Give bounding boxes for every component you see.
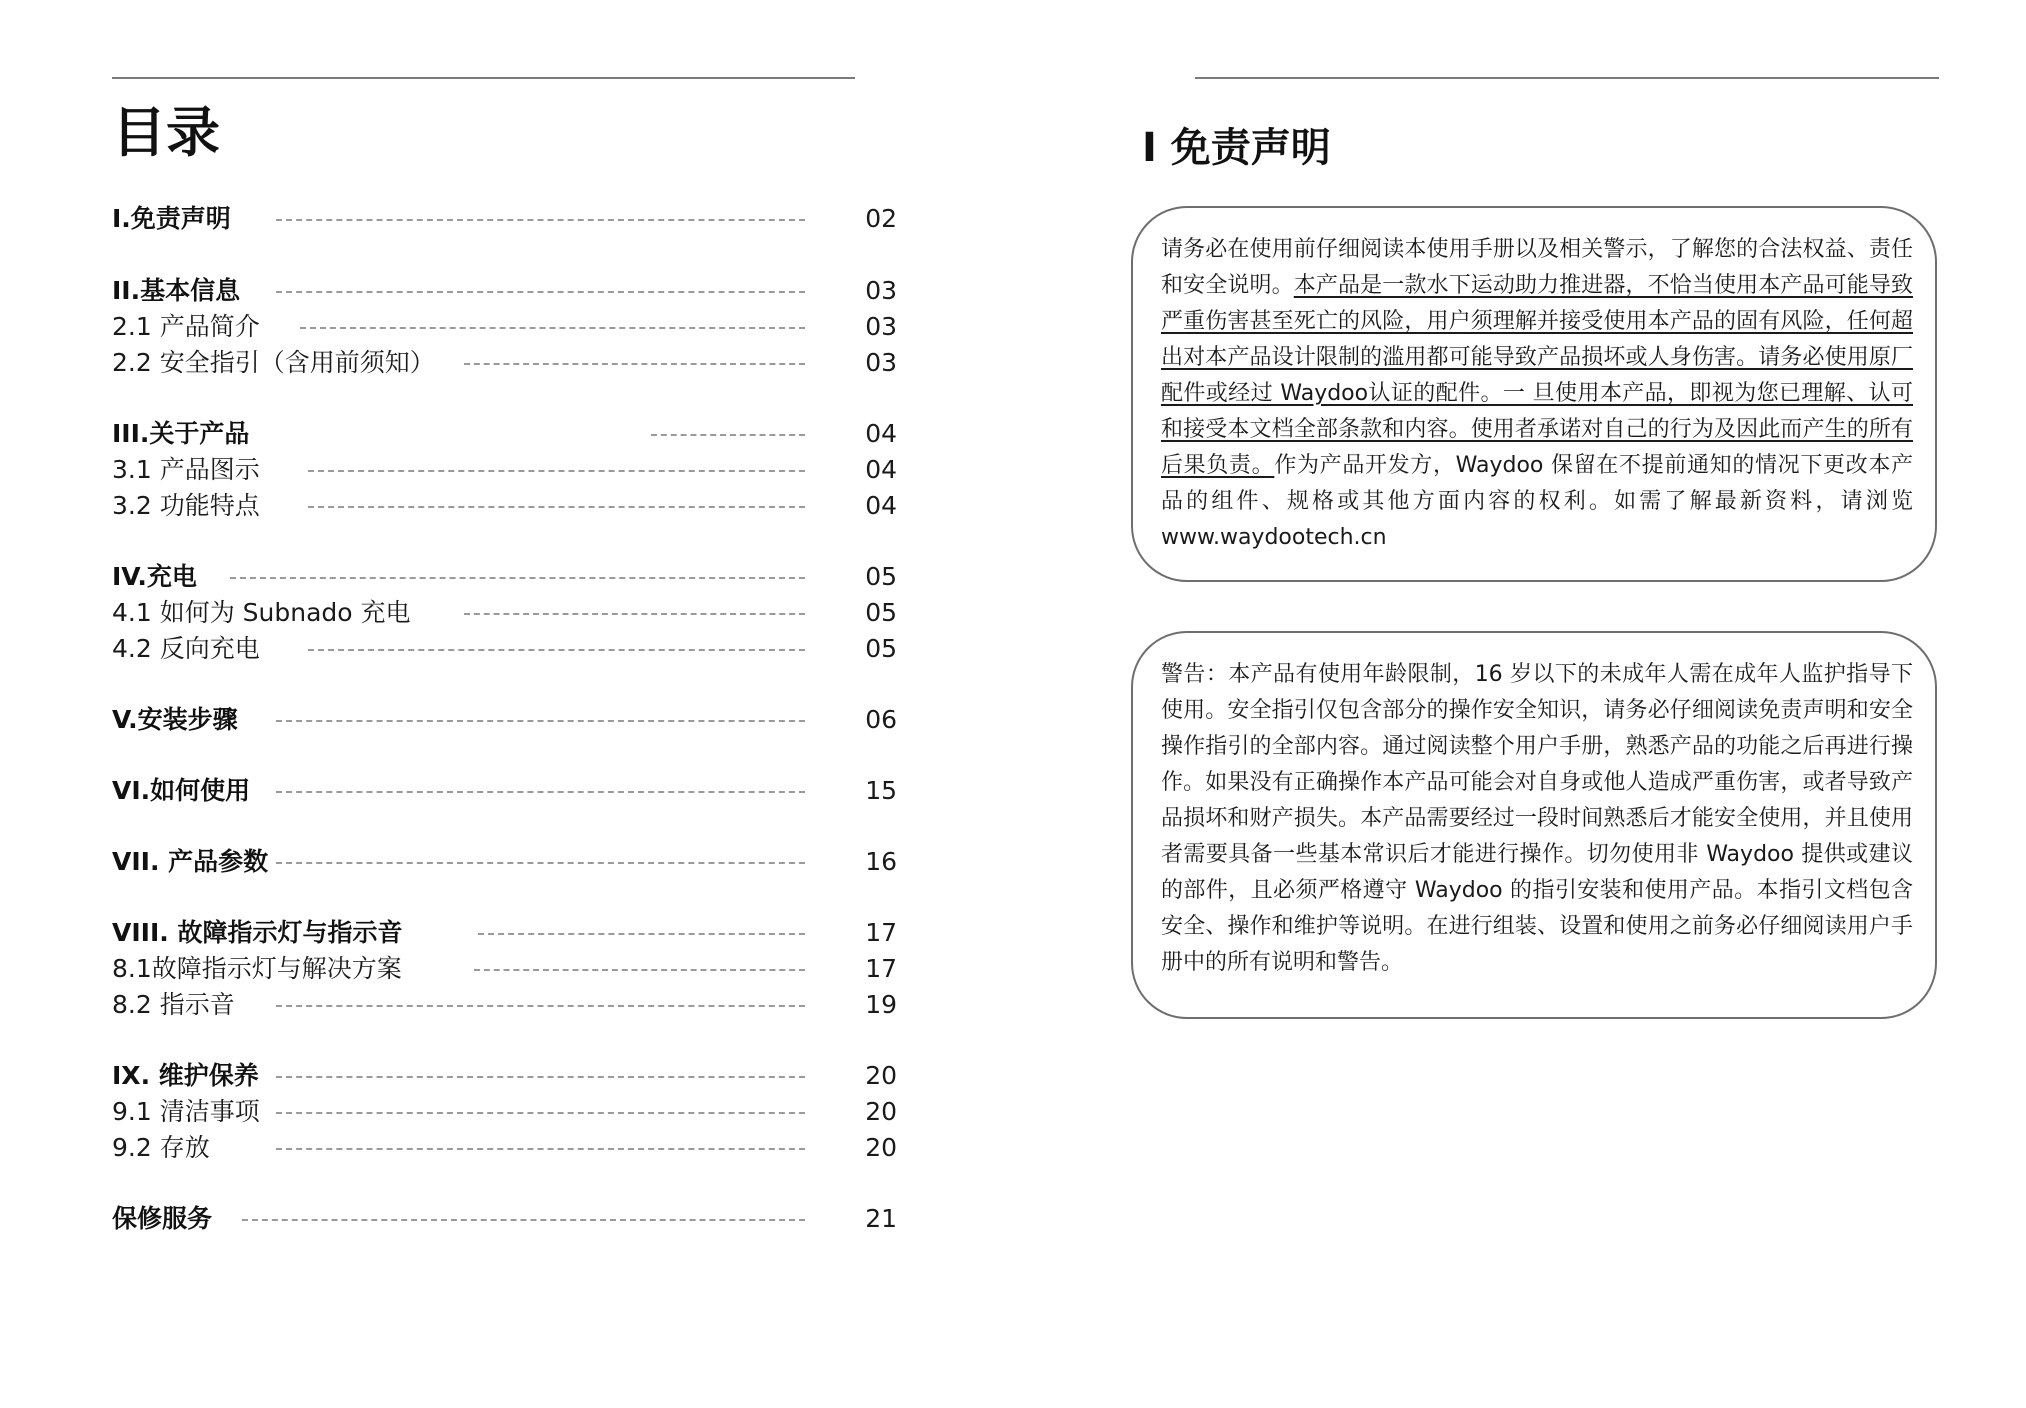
toc-dot-leader — [242, 1219, 805, 1221]
toc-entry[interactable] — [112, 773, 897, 809]
toc-entry[interactable] — [112, 452, 897, 488]
disclaimer-underlined-text: 本产品是一款水下运动助力推进器，不恰当使用本产品可能导致严重伤害甚至死亡的风险，用户须理解并接受使用本产品的固有风险，任何超出对本产品设计限制的滥用都可能导致产品损坏或人身伤害。请务必使用原厂配件或经过 Waydoo认证的配件。一 旦使用本产品，即视为您已理解、认可和接受本文档全部条款和内容。使用者承诺对自己的行为及因此而产生的所有后果负责。 — [1161, 273, 1913, 478]
toc-entry-page-number: 20 — [865, 1097, 897, 1126]
toc-entry-page-number: 17 — [865, 954, 897, 983]
toc-entry[interactable] — [112, 1094, 897, 1130]
toc-entry[interactable] — [112, 488, 897, 524]
toc-entry[interactable] — [112, 273, 897, 309]
toc-entry-page-number: 15 — [865, 776, 897, 805]
toc-entry-page-number: 21 — [865, 1204, 897, 1233]
disclaimer-closing-text: 作为产品开发方，Waydoo 保留在不提前通知的情况下更改本产品的组件、规格或其他方面内容的权利。如需了解最新资料，请浏览 www.waydootech.cn — [1161, 453, 1913, 550]
toc-entry-label: VII. 产品参数 — [112, 847, 269, 876]
top-rule-right — [1195, 77, 1939, 79]
toc-entry-label: 8.1故障指示灯与解决方案 — [112, 954, 402, 983]
toc-entry-page-number: 20 — [865, 1061, 897, 1090]
toc-dot-leader — [276, 720, 805, 722]
toc-entry-label: III.关于产品 — [112, 419, 250, 448]
toc-dot-leader — [276, 791, 805, 793]
toc-entry-page-number: 02 — [865, 204, 897, 233]
toc-entry[interactable] — [112, 1201, 897, 1237]
toc-entry[interactable] — [112, 345, 897, 381]
warning-box — [1131, 631, 1937, 1019]
toc-entry[interactable] — [112, 595, 897, 631]
toc-dot-leader — [308, 506, 805, 508]
toc-dot-leader — [276, 862, 805, 864]
toc-entry-label: 2.1 产品简介 — [112, 312, 260, 341]
toc-entry-label: 4.1 如何为 Subnado 充电 — [112, 598, 411, 627]
toc-entry[interactable] — [112, 631, 897, 667]
toc-dot-leader — [276, 291, 805, 293]
toc-entry-page-number: 05 — [865, 562, 897, 591]
toc-dot-leader — [276, 219, 805, 221]
toc-entry-page-number: 05 — [865, 598, 897, 627]
toc-entry[interactable] — [112, 951, 897, 987]
toc-entry-label: IX. 维护保养 — [112, 1061, 259, 1090]
toc-entry-label: VI.如何使用 — [112, 776, 251, 805]
toc-entry-label: 保修服务 — [112, 1204, 213, 1233]
toc-entry-page-number: 03 — [865, 276, 897, 305]
toc-dot-leader — [464, 363, 805, 365]
toc-entry-label: IV.充电 — [112, 562, 197, 591]
toc-entry-page-number: 16 — [865, 847, 897, 876]
toc-dot-leader — [308, 649, 805, 651]
toc-entry[interactable] — [112, 915, 897, 951]
toc-dot-leader — [474, 969, 805, 971]
toc-dot-leader — [308, 470, 805, 472]
toc-entry-page-number: 04 — [865, 419, 897, 448]
toc-entry-label: 3.2 功能特点 — [112, 491, 260, 520]
toc-entry-label: 8.2 指示音 — [112, 990, 235, 1019]
toc-entry[interactable] — [112, 844, 897, 880]
toc-entry[interactable] — [112, 201, 897, 237]
disclaimer-intro-text: 请务必在使用前仔细阅读本使用手册以及相关警示，了解您的合法权益、责任和安全说明。 — [1161, 237, 1913, 298]
disclaimer-title: I 免责声明 — [1142, 125, 1331, 171]
toc-entry-label: VIII. 故障指示灯与指示音 — [112, 918, 403, 947]
toc-title: 目录 — [112, 101, 220, 164]
toc-dot-leader — [464, 613, 805, 615]
toc-entry-page-number: 04 — [865, 455, 897, 484]
toc-entry-label: 4.2 反向充电 — [112, 634, 260, 663]
table-of-contents — [112, 0, 897, 1300]
disclaimer-paragraph — [1161, 232, 1913, 556]
toc-dot-leader — [230, 577, 805, 579]
toc-entry[interactable] — [112, 559, 897, 595]
toc-entry-label: V.安装步骤 — [112, 705, 238, 734]
toc-entry-page-number: 06 — [865, 705, 897, 734]
toc-entry-label: 9.2 存放 — [112, 1133, 210, 1162]
toc-entry-page-number: 20 — [865, 1133, 897, 1162]
toc-entry[interactable] — [112, 702, 897, 738]
toc-entry-page-number: 03 — [865, 312, 897, 341]
toc-dot-leader — [276, 1148, 805, 1150]
toc-entry[interactable] — [112, 1130, 897, 1166]
toc-entry-page-number: 03 — [865, 348, 897, 377]
toc-dot-leader — [276, 1005, 805, 1007]
toc-entry-label: 3.1 产品图示 — [112, 455, 260, 484]
toc-dot-leader — [276, 1112, 805, 1114]
toc-entry[interactable] — [112, 987, 897, 1023]
toc-entry-label: 9.1 清洁事项 — [112, 1097, 260, 1126]
toc-entry[interactable] — [112, 1058, 897, 1094]
toc-entry-page-number: 05 — [865, 634, 897, 663]
toc-entry-label: 2.2 安全指引（含用前须知） — [112, 348, 435, 377]
toc-entry[interactable] — [112, 416, 897, 452]
toc-entry[interactable] — [112, 309, 897, 345]
toc-dot-leader — [300, 327, 805, 329]
toc-dot-leader — [276, 1076, 805, 1078]
toc-entry-page-number: 04 — [865, 491, 897, 520]
toc-entry-label: I.免责声明 — [112, 204, 231, 233]
toc-dot-leader — [478, 933, 805, 935]
warning-paragraph: 警告：本产品有使用年龄限制，16 岁以下的未成年人需在成年人监护指导下使用。安全指引仅包含部分的操作安全知识，请务必仔细阅读免责声明和安全操作指引的全部内容。通过阅读整个用户手册，熟悉产品的功能之后再进行操作。如果没有正确操作本产品可能会对自身或他人造成严重伤害，或者导致产品损坏和财产损失。本产品需要经过一段时间熟悉后才能安全使用，并且使用者需要具备一些基本常识后才能进行操作。切勿使用非 Waydoo 提供或建议的部件，且必须严格遵守 Waydoo 的指引安装和使用产品。本指引文档包含安全、操作和维护等说明。在进行组装、设置和使用之前务必仔细阅读用户手册中的所有说明和警告。 — [1161, 662, 1913, 975]
toc-entry-page-number: 17 — [865, 918, 897, 947]
toc-entry-label: II.基本信息 — [112, 276, 241, 305]
disclaimer-box — [1131, 206, 1937, 582]
toc-entry-page-number: 19 — [865, 990, 897, 1019]
toc-dot-leader — [651, 434, 805, 436]
